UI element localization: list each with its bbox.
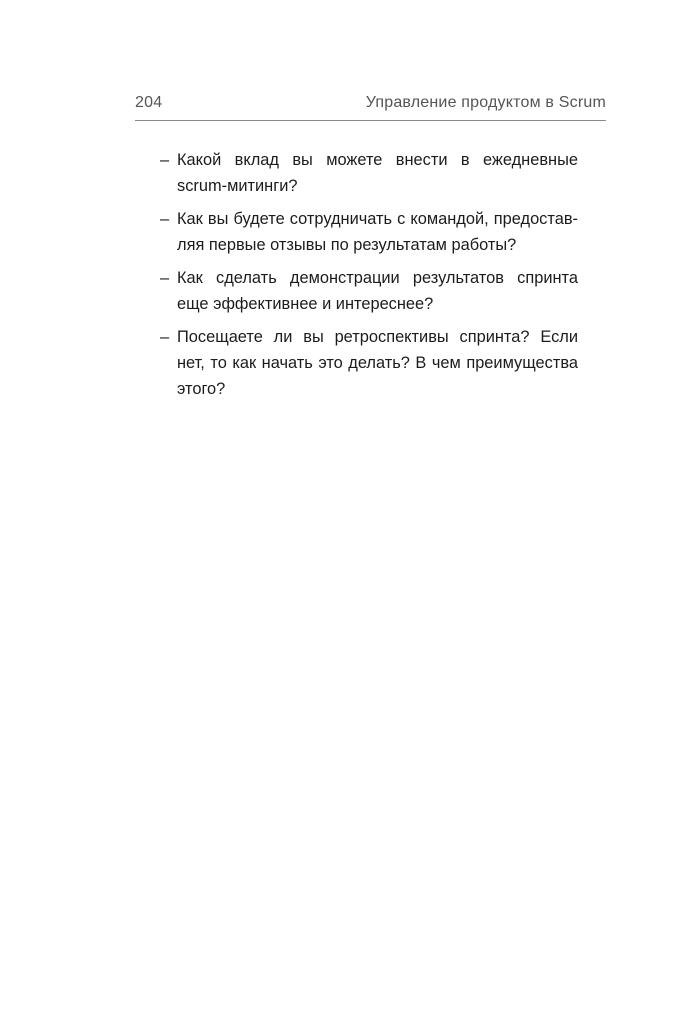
question-item bbox=[160, 265, 578, 317]
question-list bbox=[160, 147, 578, 409]
question-text: Посещаете ли вы ретроспективы спринта? Если нет, то как начать это делать? В чем преимущества этого? bbox=[177, 328, 578, 398]
running-header bbox=[135, 94, 606, 118]
header-divider bbox=[135, 120, 606, 121]
page-number: 204 bbox=[135, 94, 163, 111]
question-item bbox=[160, 206, 578, 258]
question-text: Как вы будете сотрудничать с командой, предоставляя первые отзывы по результатам работы? bbox=[177, 210, 578, 254]
dash-bullet: – bbox=[160, 328, 170, 346]
dash-bullet: – bbox=[160, 151, 170, 169]
dash-bullet: – bbox=[160, 269, 170, 287]
running-title: Управление продуктом в Scrum bbox=[365, 94, 606, 111]
question-item bbox=[160, 147, 578, 199]
question-item bbox=[160, 324, 578, 402]
dash-bullet: – bbox=[160, 210, 170, 228]
question-text: Как сделать демонстрации результатов спринта еще эффективнее и интереснее? bbox=[177, 269, 578, 313]
question-text: Какой вклад вы можете внести в ежедневные scrum-митинги? bbox=[177, 151, 578, 195]
